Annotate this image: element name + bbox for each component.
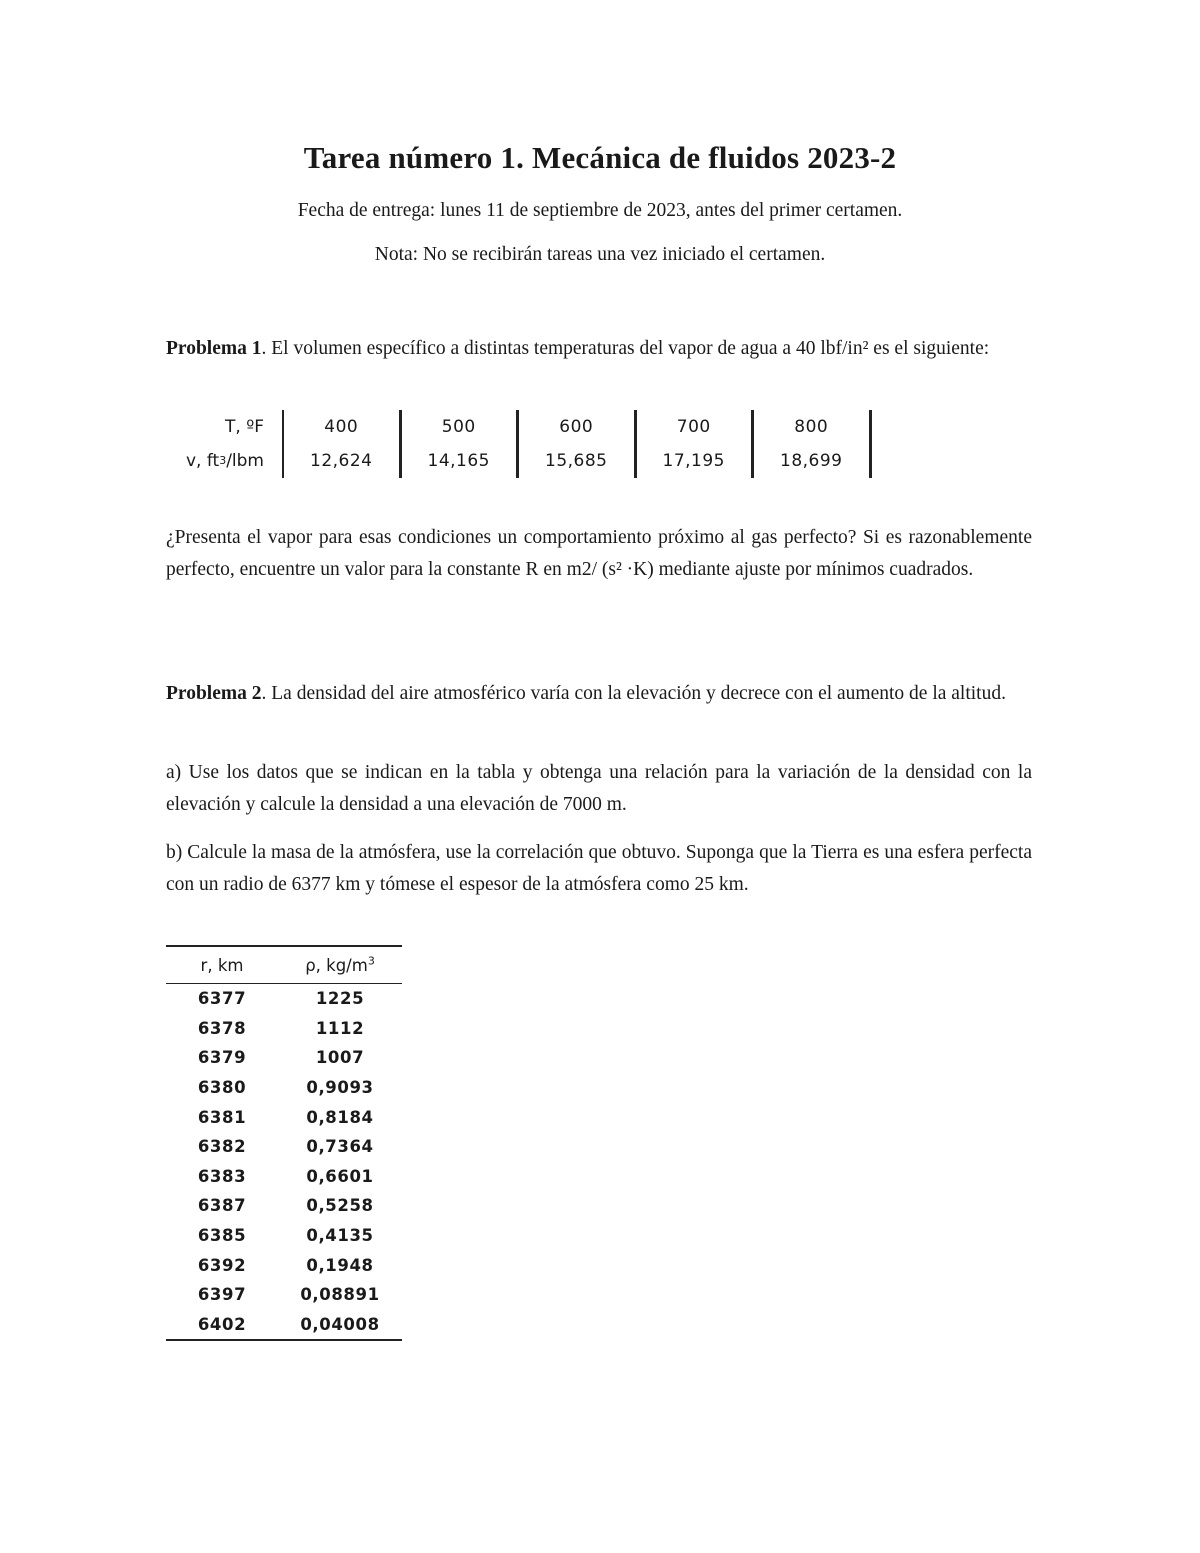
density-cell: 0,6601: [306, 1166, 374, 1186]
volume-row-label: v, ft 3 /lbm: [166, 444, 284, 478]
density-cell: 0,9093: [306, 1078, 374, 1098]
table-row: [166, 1073, 402, 1103]
problem1-question: ¿Presenta el vapor para esas condiciones un comportamiento próximo al gas perfecto? Si es razonablemente perfecto, encuentre un valor para la constante R en m2/ (s² ·K) mediante ajuste por mínimos cuadrados.: [166, 527, 1032, 580]
density-cell: 1112: [315, 1018, 365, 1038]
problem1-intro: [166, 333, 1032, 365]
table-row: [166, 1250, 402, 1280]
volume-label-prefix: v, ft: [185, 451, 220, 471]
air-density-table-header: [166, 947, 402, 984]
table-row: [166, 1102, 402, 1132]
table-row: [166, 1221, 402, 1251]
radius-cell: 6378: [197, 1018, 247, 1038]
volume-cell: 17,195: [637, 444, 755, 478]
radius-cell: 6387: [197, 1196, 247, 1216]
problem2-intro-text: . La densidad del aire atmosférico varía con la elevación y decrece con el aumento de la altitud.: [261, 683, 1006, 704]
density-cell: 0,08891: [300, 1285, 380, 1305]
density-cell: 0,1948: [306, 1255, 374, 1275]
volume-label-suffix: /lbm: [226, 451, 264, 471]
temperature-cell: 500: [402, 410, 520, 444]
problem2-label: Problema 2: [166, 683, 262, 704]
volume-cell: 18,699: [754, 444, 872, 478]
steam-volume-table: [166, 410, 872, 478]
temperature-row: [166, 410, 872, 444]
table-row: [166, 1280, 402, 1310]
density-cell: 0,7364: [306, 1137, 374, 1157]
density-cell: 0,5258: [306, 1196, 374, 1216]
density-header-sup: 3: [367, 954, 375, 967]
volume-row: [166, 444, 872, 478]
density-cell: 1007: [315, 1048, 365, 1068]
table-row: [166, 1043, 402, 1073]
radius-cell: 6377: [197, 989, 247, 1009]
document-title: Tarea número 1. Mecánica de fluidos 2023-2: [303, 140, 897, 175]
density-column-header: [278, 956, 402, 975]
temperature-cell: 800: [754, 410, 872, 444]
density-cell: 0,8184: [306, 1107, 374, 1127]
table-row: [166, 1310, 402, 1340]
radius-cell: 6385: [197, 1226, 247, 1246]
table-row: [166, 1162, 402, 1192]
temperature-row-label: T, ºF: [166, 410, 284, 444]
density-header-prefix: ρ, kg/m: [305, 955, 368, 975]
density-cell: 0,4135: [306, 1226, 374, 1246]
radius-cell: 6397: [197, 1285, 247, 1305]
temperature-cell: 400: [284, 410, 402, 444]
note-line: Nota: No se recibirán tareas una vez iniciado el certamen.: [374, 244, 826, 265]
air-density-table: [166, 945, 402, 1341]
temperature-cell: 600: [519, 410, 637, 444]
radius-cell: 6392: [197, 1255, 247, 1275]
radius-cell: 6379: [197, 1048, 247, 1068]
problem2-intro: [166, 678, 1032, 710]
radius-column-header: r, km: [200, 955, 244, 975]
air-density-table-body: [166, 984, 402, 1339]
temperature-cell: 700: [637, 410, 755, 444]
volume-cell: 12,624: [284, 444, 402, 478]
radius-cell: 6383: [197, 1166, 247, 1186]
due-date-line: Fecha de entrega: lunes 11 de septiembre de 2023, antes del primer certamen.: [297, 200, 903, 221]
problem2-part-b: b) Calcule la masa de la atmósfera, use la correlación que obtuvo. Suponga que la Tierra es una esfera perfecta con un radio de 6377 km y tómese el espesor de la atmósfera como 25 km.: [166, 842, 1032, 895]
density-cell: 0,04008: [300, 1314, 380, 1334]
table-row: [166, 1132, 402, 1162]
volume-cell: 14,165: [402, 444, 520, 478]
radius-cell: 6402: [197, 1314, 247, 1334]
radius-cell: 6382: [197, 1137, 247, 1157]
problem2-part-a: a) Use los datos que se indican en la tabla y obtenga una relación para la variación de la densidad con la elevación y calcule la densidad a una elevación de 7000 m.: [166, 762, 1032, 815]
density-cell: 1225: [315, 989, 365, 1009]
problem1-intro-text: . El volumen específico a distintas temperaturas del vapor de agua a 40 lbf/in² es el siguiente:: [261, 338, 990, 359]
radius-cell: 6380: [197, 1078, 247, 1098]
radius-cell: 6381: [197, 1107, 247, 1127]
table-row: [166, 1014, 402, 1044]
table-row: [166, 984, 402, 1014]
problem1-label: Problema 1: [166, 338, 262, 359]
table-row: [166, 1191, 402, 1221]
volume-cell: 15,685: [519, 444, 637, 478]
